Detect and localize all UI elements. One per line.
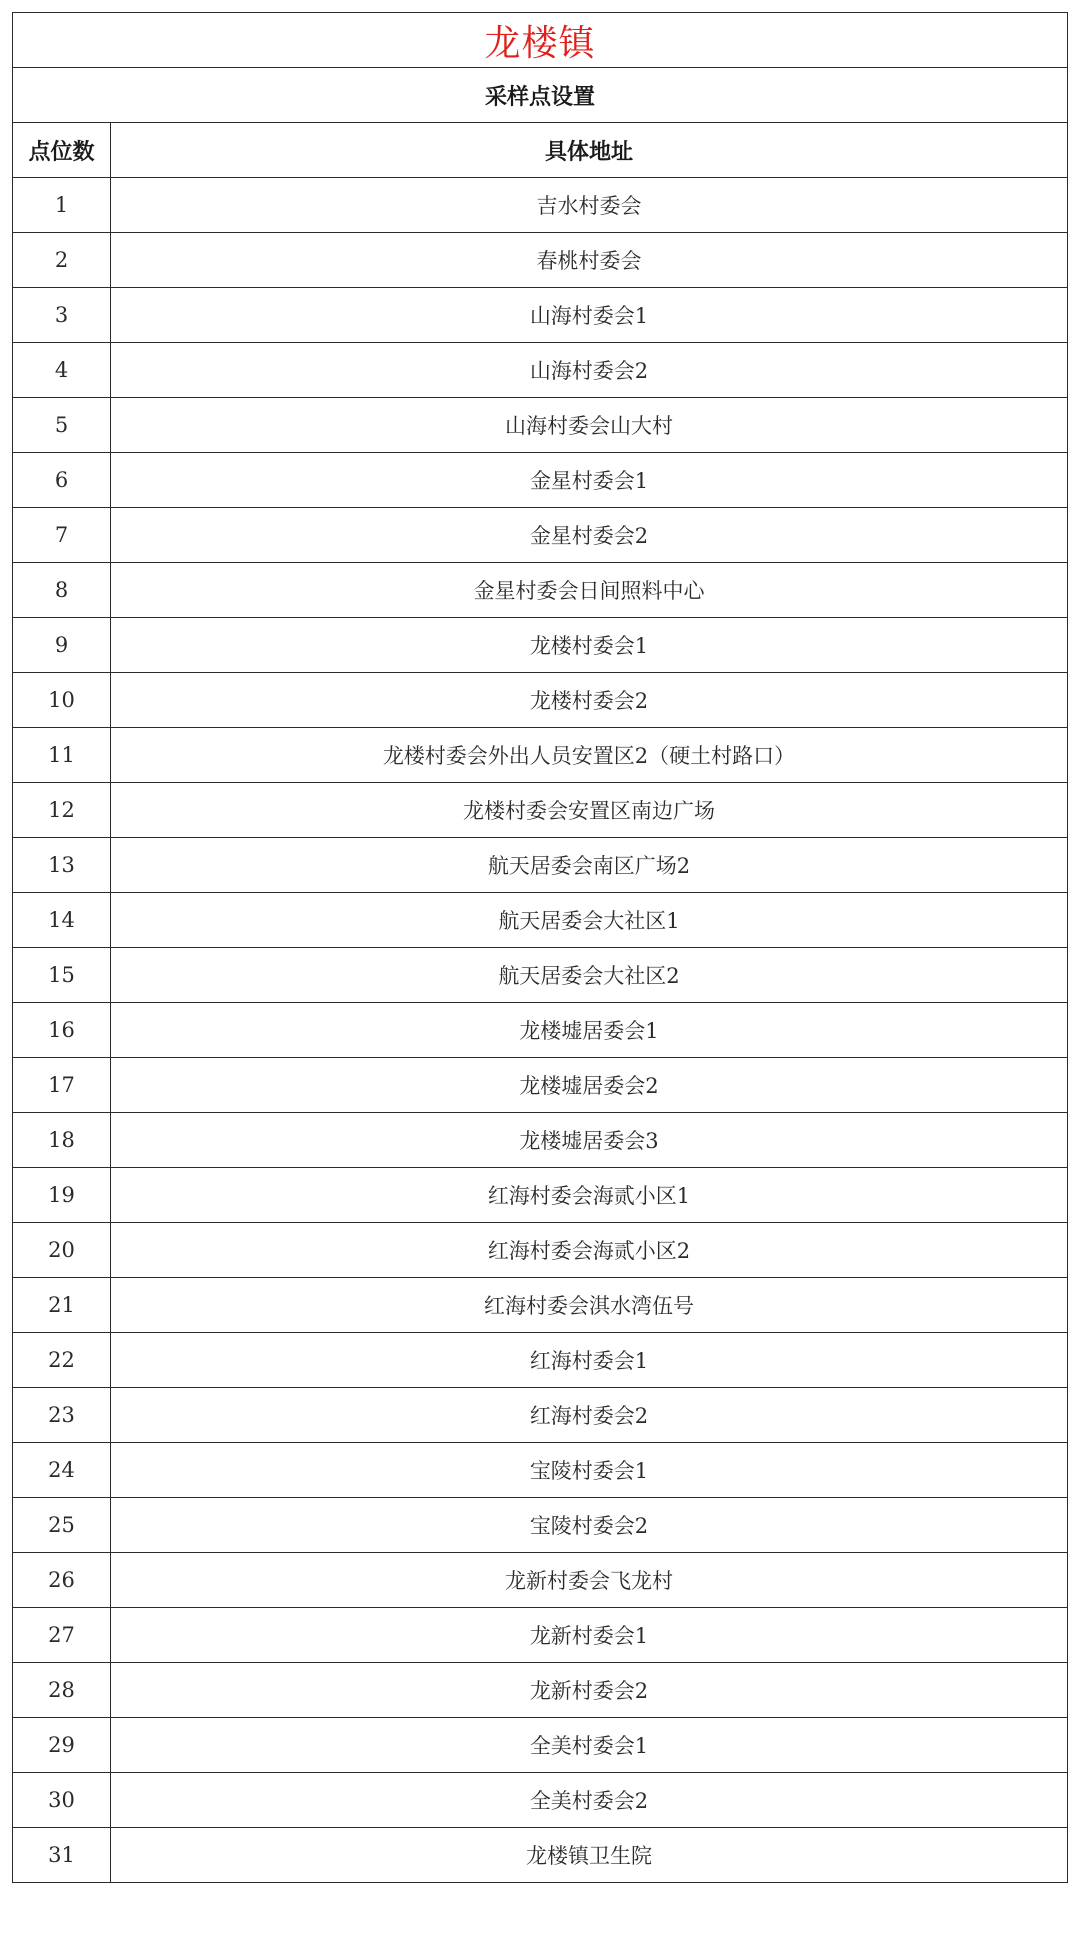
- row-address-cell: 山海村委会2: [111, 343, 1068, 398]
- table-row: [13, 1058, 1068, 1113]
- row-address-cell: 吉水村委会: [111, 178, 1068, 233]
- row-address-cell: 龙楼村委会安置区南边广场: [111, 783, 1068, 838]
- table-row: [13, 1553, 1068, 1608]
- row-index-cell: 18: [13, 1113, 111, 1168]
- row-index-cell: 23: [13, 1388, 111, 1443]
- row-index-cell: 19: [13, 1168, 111, 1223]
- row-index-cell: 16: [13, 1003, 111, 1058]
- row-address-cell: 金星村委会1: [111, 453, 1068, 508]
- row-index-cell: 12: [13, 783, 111, 838]
- table-row: [13, 1608, 1068, 1663]
- row-index-cell: 28: [13, 1663, 111, 1718]
- table-body: [13, 178, 1068, 1883]
- table-row: [13, 288, 1068, 343]
- section-row: [13, 68, 1068, 123]
- table-row: [13, 1223, 1068, 1278]
- row-address-cell: 红海村委会1: [111, 1333, 1068, 1388]
- table-row: [13, 618, 1068, 673]
- row-address-cell: 龙新村委会1: [111, 1608, 1068, 1663]
- row-address-cell: 红海村委会淇水湾伍号: [111, 1278, 1068, 1333]
- row-index-cell: 20: [13, 1223, 111, 1278]
- table-row: [13, 1828, 1068, 1883]
- row-address-cell: 龙新村委会2: [111, 1663, 1068, 1718]
- table-row: [13, 563, 1068, 618]
- row-index-cell: 9: [13, 618, 111, 673]
- row-index-cell: 10: [13, 673, 111, 728]
- table-row: [13, 1718, 1068, 1773]
- table-row: [13, 783, 1068, 838]
- row-address-cell: 龙楼村委会2: [111, 673, 1068, 728]
- row-address-cell: 宝陵村委会1: [111, 1443, 1068, 1498]
- row-index-cell: 24: [13, 1443, 111, 1498]
- row-index-cell: 25: [13, 1498, 111, 1553]
- row-index-cell: 26: [13, 1553, 111, 1608]
- row-index-cell: 27: [13, 1608, 111, 1663]
- table-row: [13, 1003, 1068, 1058]
- table-row: [13, 728, 1068, 783]
- row-index-cell: 21: [13, 1278, 111, 1333]
- row-address-cell: 红海村委会2: [111, 1388, 1068, 1443]
- row-address-cell: 龙新村委会飞龙村: [111, 1553, 1068, 1608]
- table-row: [13, 178, 1068, 233]
- row-address-cell: 航天居委会南区广场2: [111, 838, 1068, 893]
- section-heading: 采样点设置: [13, 68, 1068, 123]
- town-title: 龙楼镇: [13, 13, 1068, 68]
- row-address-cell: 山海村委会1: [111, 288, 1068, 343]
- row-address-cell: 宝陵村委会2: [111, 1498, 1068, 1553]
- row-index-cell: 7: [13, 508, 111, 563]
- table-row: [13, 838, 1068, 893]
- table-row: [13, 1443, 1068, 1498]
- table-row: [13, 508, 1068, 563]
- column-header-index: 点位数: [13, 123, 111, 178]
- table-row: [13, 233, 1068, 288]
- row-index-cell: 8: [13, 563, 111, 618]
- table-row: [13, 1333, 1068, 1388]
- row-index-cell: 5: [13, 398, 111, 453]
- table-row: [13, 453, 1068, 508]
- row-index-cell: 2: [13, 233, 111, 288]
- table-row: [13, 948, 1068, 1003]
- table-row: [13, 673, 1068, 728]
- row-index-cell: 14: [13, 893, 111, 948]
- row-address-cell: 红海村委会海贰小区2: [111, 1223, 1068, 1278]
- table-row: [13, 1388, 1068, 1443]
- row-index-cell: 4: [13, 343, 111, 398]
- row-address-cell: 龙楼墟居委会3: [111, 1113, 1068, 1168]
- row-index-cell: 15: [13, 948, 111, 1003]
- table-row: [13, 1773, 1068, 1828]
- column-header-address: 具体地址: [111, 123, 1068, 178]
- table-row: [13, 1663, 1068, 1718]
- row-address-cell: 龙楼村委会外出人员安置区2（硬土村路口）: [111, 728, 1068, 783]
- row-index-cell: 29: [13, 1718, 111, 1773]
- row-address-cell: 春桃村委会: [111, 233, 1068, 288]
- row-index-cell: 3: [13, 288, 111, 343]
- row-index-cell: 30: [13, 1773, 111, 1828]
- sampling-sites-table: [12, 12, 1068, 1883]
- table-row: [13, 343, 1068, 398]
- table-row: [13, 1278, 1068, 1333]
- table-row: [13, 893, 1068, 948]
- row-address-cell: 航天居委会大社区1: [111, 893, 1068, 948]
- row-address-cell: 金星村委会日间照料中心: [111, 563, 1068, 618]
- column-header-row: [13, 123, 1068, 178]
- row-address-cell: 龙楼墟居委会1: [111, 1003, 1068, 1058]
- row-address-cell: 红海村委会海贰小区1: [111, 1168, 1068, 1223]
- table-row: [13, 1498, 1068, 1553]
- row-address-cell: 龙楼镇卫生院: [111, 1828, 1068, 1883]
- row-address-cell: 山海村委会山大村: [111, 398, 1068, 453]
- row-index-cell: 6: [13, 453, 111, 508]
- row-index-cell: 22: [13, 1333, 111, 1388]
- row-address-cell: 全美村委会1: [111, 1718, 1068, 1773]
- row-address-cell: 航天居委会大社区2: [111, 948, 1068, 1003]
- row-address-cell: 全美村委会2: [111, 1773, 1068, 1828]
- row-address-cell: 龙楼村委会1: [111, 618, 1068, 673]
- row-index-cell: 31: [13, 1828, 111, 1883]
- row-address-cell: 龙楼墟居委会2: [111, 1058, 1068, 1113]
- table-row: [13, 1113, 1068, 1168]
- row-address-cell: 金星村委会2: [111, 508, 1068, 563]
- table-row: [13, 1168, 1068, 1223]
- row-index-cell: 13: [13, 838, 111, 893]
- row-index-cell: 1: [13, 178, 111, 233]
- table-row: [13, 398, 1068, 453]
- row-index-cell: 17: [13, 1058, 111, 1113]
- title-row: [13, 13, 1068, 68]
- row-index-cell: 11: [13, 728, 111, 783]
